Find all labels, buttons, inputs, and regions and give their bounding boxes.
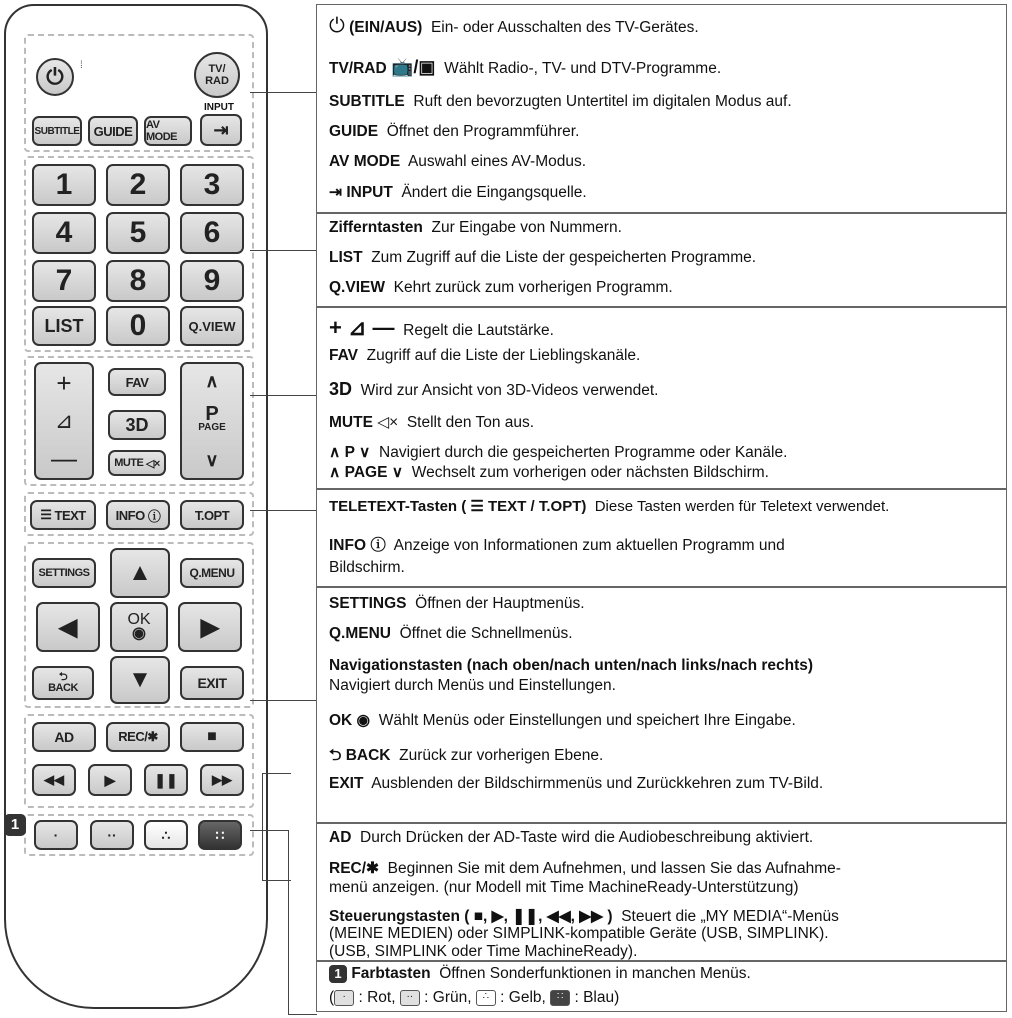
mute-icon: ◁×: [143, 457, 160, 470]
digit-3-button[interactable]: 3: [180, 164, 244, 206]
ok-label: OK: [127, 611, 151, 628]
row-volume-bold: + ⊿ —: [329, 315, 395, 340]
3d-button[interactable]: 3D: [108, 410, 166, 440]
row-input-bold: INPUT: [346, 184, 393, 201]
panel-playback: [316, 822, 1007, 962]
color-button-blue[interactable]: ∷: [198, 820, 242, 850]
blue-swatch-icon: ∷: [550, 990, 570, 1006]
row-program: [329, 443, 787, 462]
row-rec-text: Beginnen Sie mit dem Aufnehmen, und lassen Sie das Aufnahme-: [387, 860, 841, 877]
row-subtitle-text: Ruft den bevorzugten Untertitel im digitalen Modus auf.: [413, 93, 792, 110]
row-back-bold: ⮌ BACK: [329, 747, 391, 764]
qview-button[interactable]: Q.VIEW: [180, 306, 244, 346]
mute-icon-desc: ◁×: [377, 414, 399, 431]
row-3d: [329, 379, 658, 400]
row-tvrad-bold: TV/RAD: [329, 60, 387, 77]
row-power-text: Ein- oder Ausschalten des TV-Gerätes.: [430, 19, 699, 36]
leader-4: [250, 510, 316, 511]
color-button-green[interactable]: ··: [90, 820, 134, 850]
row-page: [329, 463, 769, 482]
exit-button[interactable]: EXIT: [180, 666, 244, 700]
row-control-cont1-text: (MEINE MEDIEN) oder SIMPLINK-kompatible Geräte (USB, SIMPLINK).: [329, 925, 829, 942]
pause-button[interactable]: ❚❚: [144, 764, 188, 796]
panel-colors: [316, 960, 1007, 1012]
row-rec-bold: REC/✱: [329, 860, 380, 877]
row-exit-text: Ausblenden der Bildschirmmenüs und Zurückkehren zum TV-Bild.: [371, 775, 824, 792]
red-label: : Rot,: [358, 989, 396, 1006]
row-input-text: Ändert die Eingangsquelle.: [401, 184, 587, 201]
row-navkeys: [329, 657, 813, 675]
remote-control: [4, 4, 268, 1009]
program-rocker[interactable]: [180, 362, 244, 480]
ok-icon: ◉: [132, 625, 146, 642]
row-control-bold: Steuerungstasten ( ■, ▶, ❚❚, ◀◀, ▶▶ ): [329, 908, 613, 925]
row-control-cont2: [329, 943, 637, 961]
row-control: [329, 907, 839, 926]
row-volume-text: Regelt die Lautstärke.: [403, 322, 554, 339]
row-info-bold: INFO ⓘ: [329, 537, 386, 554]
rewind-button[interactable]: ◀◀: [32, 764, 76, 796]
row-qview: [329, 279, 673, 297]
list-button[interactable]: LIST: [32, 306, 96, 346]
row-info-text: Anzeige von Informationen zum aktuellen Programm und: [393, 537, 785, 554]
nav-left-button[interactable]: ◀: [36, 602, 100, 652]
program-p-label: P: [205, 402, 219, 425]
row-exit-bold: EXIT: [329, 775, 364, 792]
topt-button[interactable]: T.OPT: [180, 500, 244, 530]
digit-2-button[interactable]: 2: [106, 164, 170, 206]
program-label-wrap: [198, 402, 226, 435]
row-subtitle-bold: SUBTITLE: [329, 93, 405, 110]
avmode-button[interactable]: AV MODE: [144, 116, 192, 146]
row-ad-text: Durch Drücken der AD-Taste wird die Audiobeschreibung aktiviert.: [360, 829, 814, 846]
row-guide-bold: GUIDE: [329, 123, 379, 140]
row-teletext: [329, 497, 889, 515]
row-guide: [329, 123, 579, 141]
tvrad-button[interactable]: [194, 52, 240, 98]
red-swatch-icon: ·: [334, 990, 354, 1006]
volume-plus-label: +: [56, 368, 72, 399]
row-mute: [329, 413, 534, 432]
forward-button[interactable]: ▶▶: [200, 764, 244, 796]
green-swatch-icon: ··: [400, 990, 420, 1006]
row-colors-legend: ( · : Rot, ·· : Grün, ∴ : Gelb, ∷ : Blau): [329, 989, 620, 1006]
color-button-red[interactable]: ·: [34, 820, 78, 850]
colors-badge-desc: 1: [329, 965, 347, 983]
row-exit: [329, 775, 823, 793]
row-tvrad: [329, 57, 721, 78]
ad-button[interactable]: AD: [32, 722, 96, 752]
panel-teletext: [316, 488, 1007, 588]
digit-7-button[interactable]: 7: [32, 260, 96, 302]
row-info-cont-text: Bildschirm.: [329, 559, 405, 576]
info-label: INFO: [115, 507, 145, 523]
fav-button[interactable]: FAV: [108, 368, 166, 396]
row-rec-cont: [329, 879, 799, 897]
nav-up-button[interactable]: ▲: [110, 548, 170, 598]
program-up-icon: ∧: [205, 371, 219, 392]
row-control-cont1: [329, 925, 829, 943]
row-avmode: [329, 153, 586, 171]
back-button[interactable]: [32, 666, 94, 700]
row-avmode-text: Auswahl eines AV-Modus.: [407, 153, 587, 170]
row-ok-text: Wählt Menüs oder Einstellungen und speichert Ihre Eingabe.: [378, 712, 796, 729]
row-qmenu-text: Öffnet die Schnellmenüs.: [399, 625, 573, 642]
row-guide-text: Öffnet den Programmführer.: [386, 123, 580, 140]
digit-4-button[interactable]: 4: [32, 212, 96, 254]
settings-button[interactable]: SETTINGS: [32, 558, 96, 588]
nav-down-button[interactable]: ▼: [110, 656, 170, 704]
volume-icon: ⊿: [54, 407, 74, 433]
volume-rocker[interactable]: [34, 362, 94, 480]
row-info: [329, 533, 785, 555]
mute-label: MUTE: [114, 457, 144, 469]
nav-right-button[interactable]: ▶: [178, 602, 242, 652]
tv-radio-icon: 📺/▣: [391, 57, 436, 77]
row-info-cont: [329, 559, 405, 577]
row-digits: [329, 219, 622, 237]
row-mute-bold: MUTE: [329, 414, 373, 431]
row-program-bold: ∧ P ∨: [329, 444, 371, 461]
panel-volume-program: [316, 306, 1007, 490]
row-qview-text: Kehrt zurück zum vorherigen Programm.: [393, 279, 673, 296]
row-qview-bold: Q.VIEW: [329, 279, 385, 296]
row-navkeys-bold: Navigationstasten (nach oben/nach unten/nach links/nach rechts): [329, 657, 814, 674]
row-3d-bold: 3D: [329, 379, 353, 399]
leader-7: [250, 830, 288, 831]
row-fav-text: Zugriff auf die Liste der Lieblingskanäle.: [366, 347, 641, 364]
leader-1: [250, 92, 316, 93]
row-ok: [329, 711, 796, 730]
row-subtitle: [329, 93, 792, 111]
row-avmode-bold: AV MODE: [329, 153, 401, 170]
panel-navigation: [316, 586, 1007, 824]
rec-button[interactable]: REC/✱: [106, 722, 170, 752]
input-icon: ⇥: [329, 184, 342, 201]
row-control-text: Steuert die „MY MEDIA“-Menüs: [621, 908, 839, 925]
back-icon: ⮌: [58, 671, 68, 683]
green-label: : Grün,: [424, 989, 472, 1006]
row-colors: [329, 965, 751, 983]
play-button[interactable]: ▶: [88, 764, 132, 796]
input-caption: INPUT: [204, 102, 234, 113]
row-page-bold: ∧ PAGE ∨: [329, 464, 404, 481]
digit-0-button[interactable]: 0: [106, 306, 170, 346]
row-rec: [329, 859, 841, 878]
row-input: [329, 183, 587, 202]
row-tvrad-text: Wählt Radio-, TV- und DTV-Programme.: [444, 60, 722, 77]
row-settings: [329, 595, 585, 613]
program-page-label: PAGE: [198, 421, 226, 433]
subtitle-button[interactable]: SUBTITLE: [32, 116, 82, 146]
back-label: BACK: [48, 682, 78, 694]
row-qmenu: [329, 625, 573, 643]
text-icon: ☰: [40, 507, 55, 522]
row-back: [329, 743, 603, 770]
row-control-cont2-text: (USB, SIMPLINK oder Time MachineReady).: [329, 943, 638, 960]
row-navkeys-desc: [329, 677, 616, 695]
row-fav-bold: FAV: [329, 347, 358, 364]
text-button[interactable]: [30, 500, 96, 530]
volume-minus-label: —: [51, 442, 77, 473]
info-icon: ⓘ: [144, 508, 161, 524]
mute-button[interactable]: [108, 450, 166, 476]
power-icon: ⏻: [329, 15, 345, 37]
row-list-text: Zum Zugriff auf die Liste der gespeicherten Programme.: [371, 249, 757, 266]
leader-6: [262, 773, 291, 881]
program-down-icon: ∨: [205, 449, 219, 470]
input-button[interactable]: ⇥: [200, 114, 242, 146]
row-ad-bold: AD: [329, 829, 352, 846]
colors-badge: 1: [4, 814, 26, 836]
row-power: [329, 15, 699, 38]
row-colors-bold: Farbtasten: [351, 965, 431, 983]
yellow-label: : Gelb,: [500, 989, 546, 1006]
digit-6-button[interactable]: 6: [180, 212, 244, 254]
info-button[interactable]: [106, 500, 170, 530]
row-navkeys-text: Navigiert durch Menüs und Einstellungen.: [329, 677, 616, 694]
text-label: TEXT: [54, 507, 86, 523]
row-list: [329, 249, 756, 267]
row-qmenu-bold: Q.MENU: [329, 625, 391, 642]
row-back-text: Zurück zur vorherigen Ebene.: [399, 747, 604, 764]
yellow-swatch-icon: ∴: [476, 990, 496, 1006]
row-rec-cont-text: menü anzeigen. (nur Modell mit Time MachineReady-Unterstützung): [329, 879, 799, 896]
tvrad-label-bottom: RAD: [205, 75, 229, 87]
tvrad-label-top: TV/: [208, 63, 226, 75]
row-teletext-bold: TELETEXT-Tasten ( ☰ TEXT / T.OPT): [329, 498, 587, 515]
row-digits-bold: Zifferntasten: [329, 219, 423, 236]
digit-8-button[interactable]: 8: [106, 260, 170, 302]
guide-button[interactable]: GUIDE: [88, 116, 138, 146]
row-colors-text: Öffnen Sonderfunktionen in manchen Menüs.: [439, 965, 751, 983]
row-page-text: Wechselt zum vorherigen oder nächsten Bildschirm.: [411, 464, 769, 481]
ok-button[interactable]: [110, 602, 168, 652]
blue-label: : Blau): [574, 989, 620, 1006]
row-power-bold: (EIN/AUS): [349, 19, 423, 36]
row-ad: [329, 829, 813, 847]
row-digits-text: Zur Eingabe von Nummern.: [431, 219, 622, 236]
row-settings-text: Öffnen der Hauptmenüs.: [415, 595, 585, 612]
digit-1-button[interactable]: 1: [32, 164, 96, 206]
color-button-yellow[interactable]: ∴: [144, 820, 188, 850]
panel-digits: [316, 212, 1007, 308]
digit-5-button[interactable]: 5: [106, 212, 170, 254]
row-teletext-text: Diese Tasten werden für Teletext verwendet.: [594, 498, 890, 515]
qmenu-button[interactable]: Q.MENU: [180, 558, 244, 588]
row-list-bold: LIST: [329, 249, 363, 266]
row-program-text: Navigiert durch die gespeicherten Programme oder Kanäle.: [379, 444, 788, 461]
leader-3: [250, 395, 316, 396]
digit-9-button[interactable]: 9: [180, 260, 244, 302]
leader-2: [250, 250, 316, 251]
power-button[interactable]: ⏻: [36, 58, 74, 96]
stop-button[interactable]: ■: [180, 722, 244, 752]
row-ok-bold: OK ◉: [329, 712, 371, 729]
row-settings-bold: SETTINGS: [329, 595, 407, 612]
row-mute-text: Stellt den Ton aus.: [406, 414, 535, 431]
leader-8: [288, 830, 317, 1015]
row-fav: [329, 347, 640, 365]
row-volume: [329, 315, 554, 341]
power-dots: ⁞: [80, 60, 83, 71]
row-3d-text: Wird zur Ansicht von 3D-Videos verwendet.: [360, 382, 659, 399]
leader-5: [250, 700, 316, 701]
panel-power-input: [316, 4, 1007, 214]
